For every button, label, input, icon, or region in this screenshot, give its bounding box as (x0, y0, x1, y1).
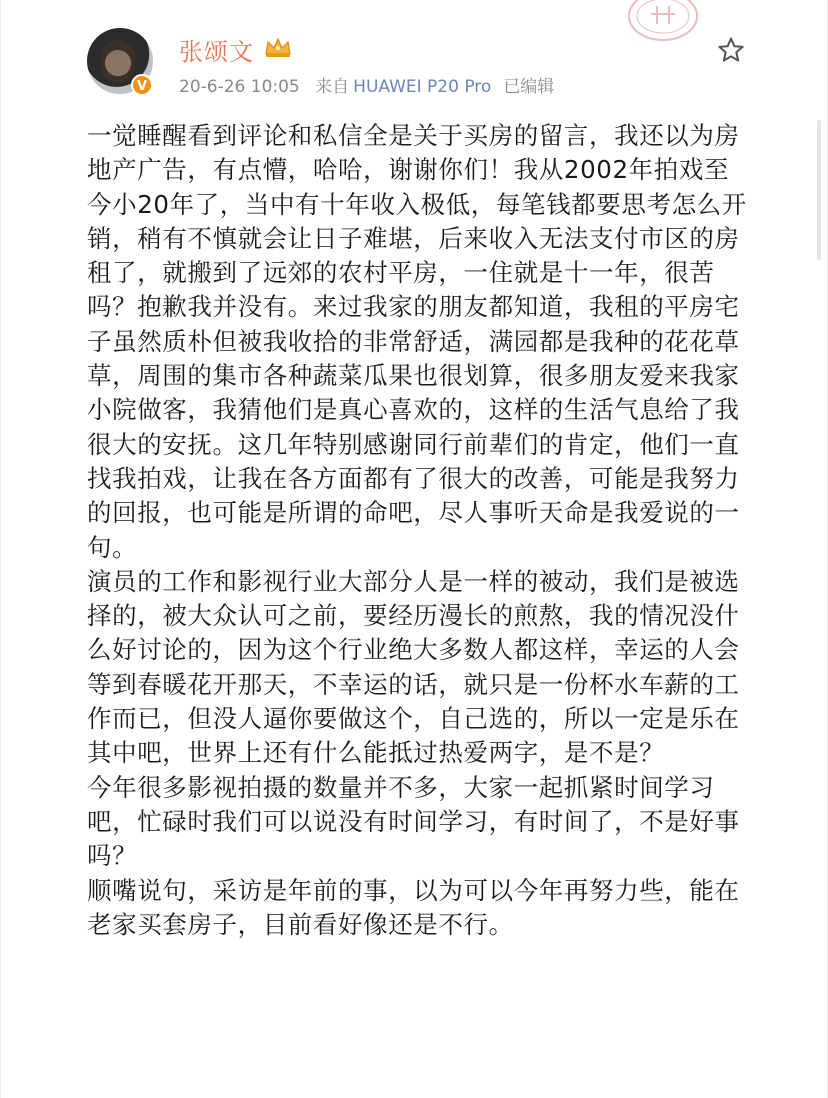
post-paragraph-1: 一觉睡醒看到评论和私信全是关于买房的留言，我还以为房地产广告，有点懵，哈哈，谢谢你们！我从2002年拍戏至今小20年了，当中有十年收入极低，每笔钱都要思考怎么开销，稍有不慎就会让日子难堪，后来收入无法支付市区的房租了，就搬到了远郊的农村平房，一住就是十一年，很苦吗？抱歉我并没有。来过我家的朋友都知道，我租的平房宅子虽然质朴但被我收拾的非常舒适，满园都是我种的花花草草，周围的集市各种蔬菜瓜果也很划算，很多朋友爱来我家小院做客，我猜他们是真心喜欢的，这样的生活气息给了我很大的安抚。这几年特别感谢同行前辈们的肯定，他们一直找我拍戏，让我在各方面都有了很大的改善，可能是我努力的回报，也可能是所谓的命吧，尽人事听天命是我爱说的一句。 (87, 121, 747, 562)
post-device-link[interactable]: HUAWEI P20 Pro (353, 77, 492, 97)
post-header (1, 0, 828, 110)
post-paragraph-3: 今年很多影视拍摄的数量并不多，大家一起抓紧时间学习吧，忙碌时我们可以说没有时间学习，有时间了，不是好事吗？ (87, 772, 740, 871)
watermark-stamp-icon (621, 0, 705, 44)
author-name[interactable]: 张颂文 (179, 38, 254, 66)
vip-crown-icon[interactable] (263, 36, 293, 58)
post-paragraph-4: 顺嘴说句，采访是年前的事，以为可以今年再努力些，能在老家买套房子，目前看好像还是不行。 (87, 875, 740, 939)
post-meta (179, 72, 564, 97)
verified-v-icon: V (131, 74, 153, 96)
post-body (87, 119, 747, 942)
scrollbar[interactable] (817, 120, 821, 260)
post-paragraph-2: 演员的工作和影视行业大部分人是一样的被动，我们是被选择的，被大众认可之前，要经历漫长的煎熬，我的情况没什么好讨论的，因为这个行业绝大多数人都这样，幸运的人会等到春暖花开那天，不幸运的话，就只是一份杯水车薪的工作而已，但没人逼你要做这个，自己选的，所以一定是乐在其中吧，世界上还有什么能抵过热爱两字，是不是？ (87, 566, 740, 768)
post-source-prefix: 来自 (315, 77, 350, 97)
post-edited-label[interactable]: 已编辑 (503, 77, 555, 97)
avatar-photo (101, 40, 135, 82)
star-outline-icon[interactable] (717, 36, 745, 64)
post-time: 20-6-26 10:05 (179, 77, 300, 97)
